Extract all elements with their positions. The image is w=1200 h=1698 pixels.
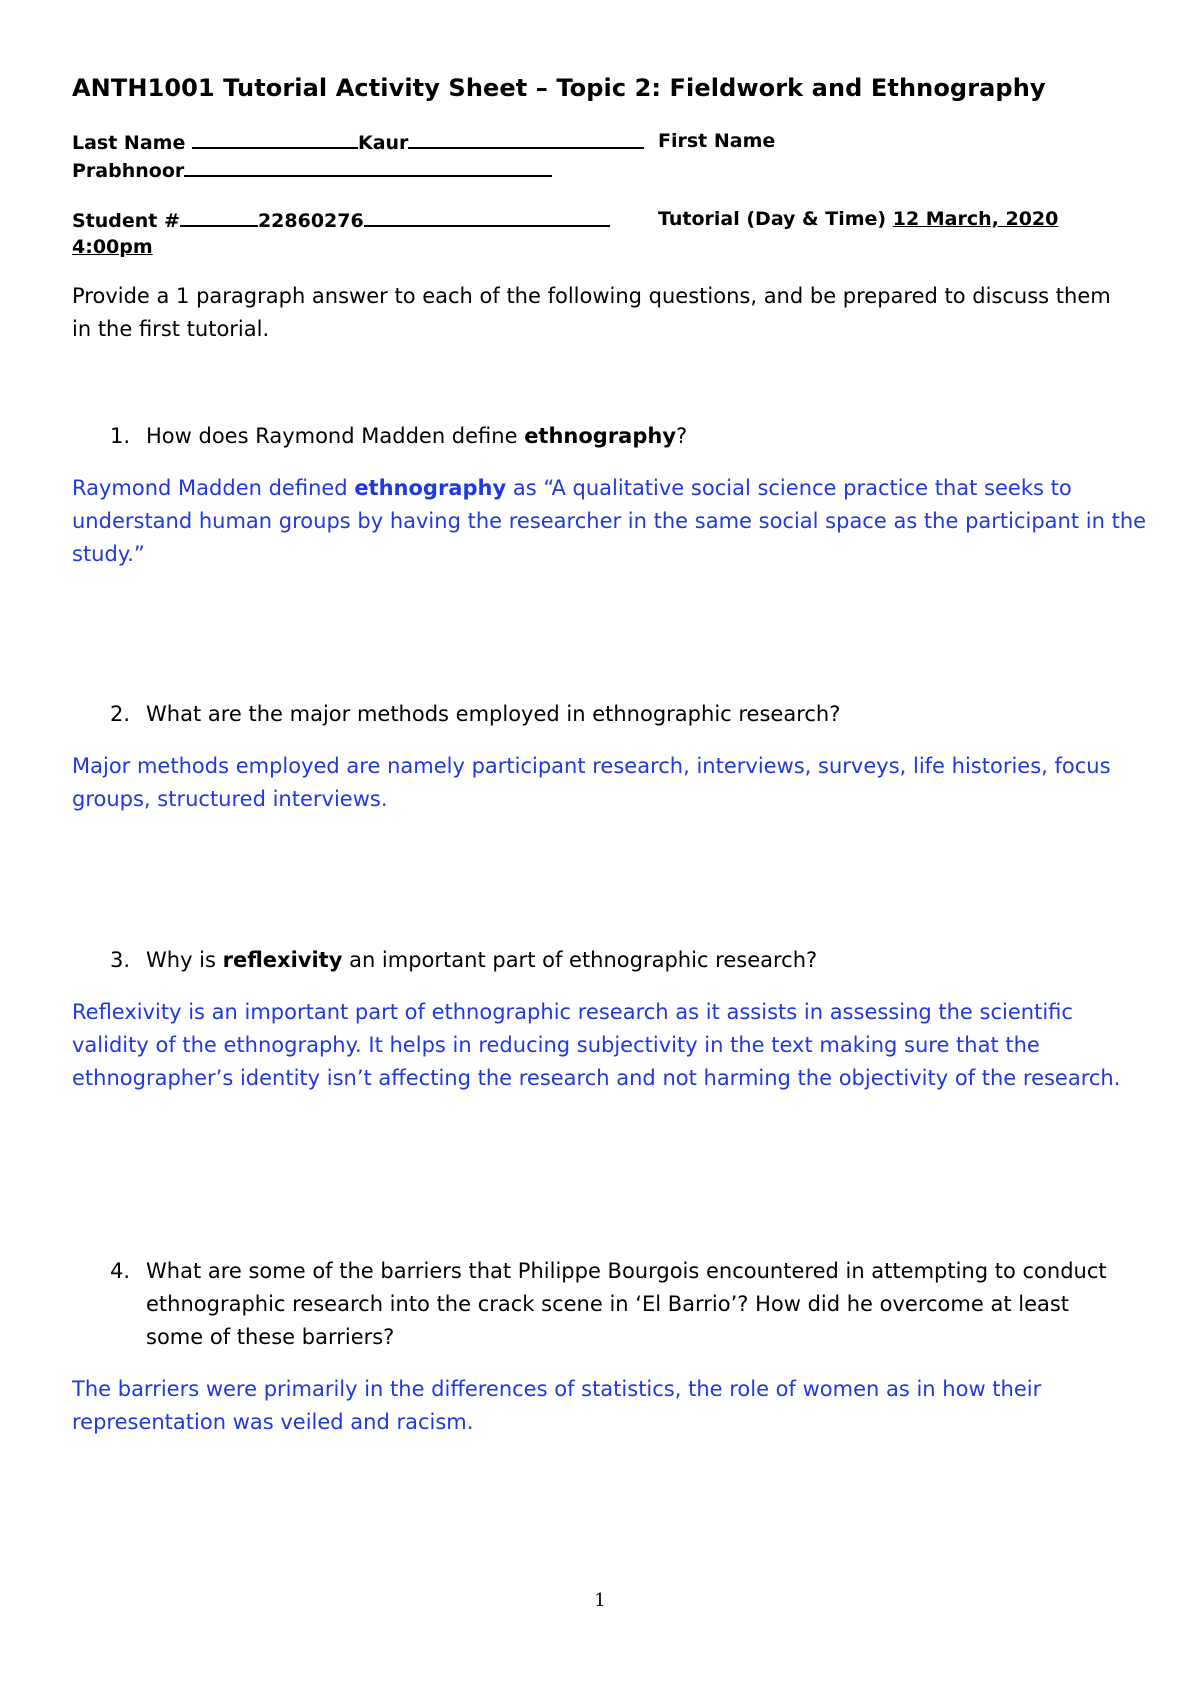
last-name-blank-trailing bbox=[408, 128, 644, 149]
question-text: How does Raymond Madden define bbox=[146, 424, 525, 448]
tutorial-date: 12 March, 2020 bbox=[892, 208, 1059, 230]
page-title: ANTH1001 Tutorial Activity Sheet – Topic 2: Fieldwork and Ethnography bbox=[72, 74, 1046, 102]
first-name-blank bbox=[184, 156, 552, 177]
answer-3: Reflexivity is an important part of ethnographic research as it assists in assessing the scientific validity of the ethnography. It helps in reducing subjectivity in the text making sure that the ethnographer’s identity isn’t affecting the research and not harming the objectivity of the research. bbox=[72, 1000, 1121, 1090]
question-number: 4. bbox=[110, 1259, 131, 1283]
question-2 bbox=[110, 698, 1130, 731]
student-number-label: Student # bbox=[72, 210, 180, 232]
question-3 bbox=[110, 944, 1130, 977]
instructions-paragraph: Provide a 1 paragraph answer to each of the following questions, and be prepared to discuss them in the first tutorial. bbox=[72, 284, 1111, 341]
last-name-row bbox=[72, 128, 644, 156]
last-name-value: Kaur bbox=[357, 132, 409, 154]
tutorial-label: Tutorial (Day & Time) bbox=[658, 208, 887, 230]
question-4 bbox=[110, 1255, 1130, 1354]
answer-text-end: as “A qualitative social science practice that seeks to understand human groups by having the researcher in the same social space as the participant in the study.” bbox=[72, 476, 1147, 566]
first-name-row bbox=[72, 156, 552, 184]
last-name-label: Last Name bbox=[72, 132, 186, 154]
tutorial-time: 4:00pm bbox=[72, 236, 153, 258]
question-number: 1. bbox=[110, 424, 131, 448]
last-name-blank bbox=[192, 128, 358, 149]
student-number-value: 22860276 bbox=[257, 210, 364, 232]
page-number: 1 bbox=[594, 1590, 606, 1611]
question-keyword: reflexivity bbox=[222, 948, 343, 972]
answer-keyword: ethnography bbox=[354, 476, 507, 500]
answer-2: Major methods employed are namely participant research, interviews, surveys, life histories, focus groups, structured interviews. bbox=[72, 754, 1111, 811]
question-1 bbox=[110, 420, 1130, 453]
question-text: What are the major methods employed in ethnographic research? bbox=[146, 702, 841, 726]
first-name-label: First Name bbox=[658, 130, 776, 152]
first-name-value: Prabhnoor bbox=[72, 160, 185, 182]
answer-text: Raymond Madden defined bbox=[72, 476, 355, 500]
question-text: What are some of the barriers that Philippe Bourgois encountered in attempting to conduct ethnographic research into the crack scene in ‘El Barrio’? How did he overcome at least some of these barriers? bbox=[146, 1259, 1107, 1349]
question-keyword: ethnography bbox=[524, 424, 677, 448]
question-text-end: ? bbox=[676, 424, 688, 448]
question-number: 3. bbox=[110, 948, 131, 972]
question-text: Why is bbox=[146, 948, 223, 972]
student-number-blank bbox=[180, 206, 258, 227]
question-text-end: an important part of ethnographic research? bbox=[342, 948, 818, 972]
student-number-blank-trailing bbox=[364, 206, 610, 227]
student-number-row bbox=[72, 206, 610, 234]
answer-4: The barriers were primarily in the differences of statistics, the role of women as in how their representation was veiled and racism. bbox=[72, 1377, 1042, 1434]
answer-1 bbox=[72, 472, 1150, 571]
tutorial-row bbox=[658, 206, 1058, 232]
question-number: 2. bbox=[110, 702, 131, 726]
